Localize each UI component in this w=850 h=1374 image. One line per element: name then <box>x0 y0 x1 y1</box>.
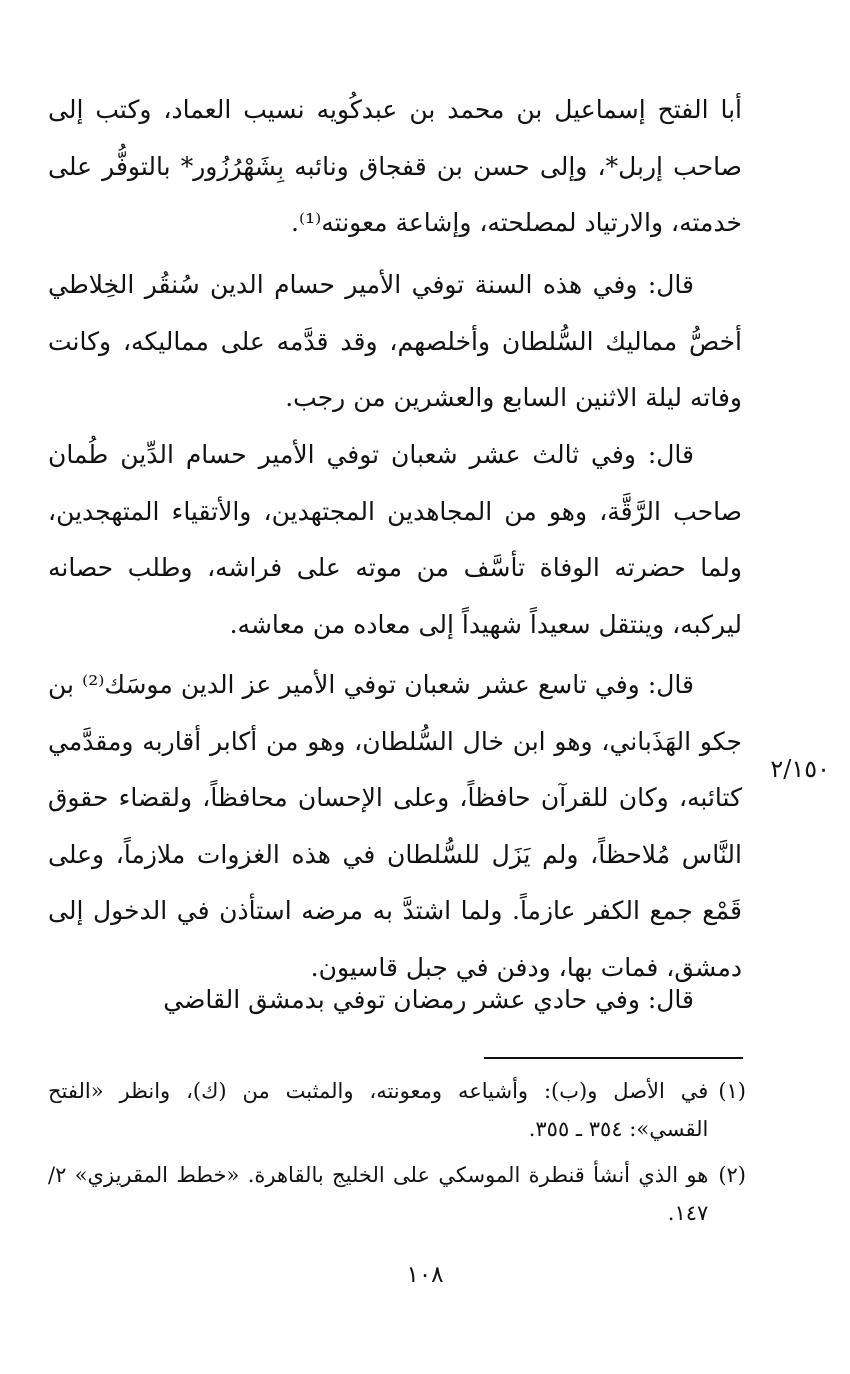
paragraph-2 <box>48 257 742 427</box>
paragraph-3 <box>48 427 742 653</box>
footnote-text: في الأصل و(ب): وأشياعه ومعونته، والمثبت من (ك)، وانظر «الفتح القسي»: ٣٥٤ ـ ٣٥٥. <box>48 1079 709 1141</box>
paragraph-text: أبا الفتح إسماعيل بن محمد بن عبدكُويه نسيب العماد، وكتب إلى صاحب إربل*، وإلى حسن بن قفجاق ونائبه بِشَهْرُزُور* بالتوفُّر على خدمته، والارتياد لمصلحته، وإشاعة معونته⁽¹⁾. <box>48 95 742 237</box>
margin-page-reference: ٢/١٥٠ <box>770 755 830 783</box>
paragraph-text: قال: وفي تاسع عشر شعبان توفي الأمير عز الدين موسَك⁽²⁾ بن جكو الهَذَباني، وهو ابن خال السُّلطان، وهو من أكابر أقاربه ومقدَّمي كتائبه، وكان للقرآن حافظاً، وعلى الإحسان محافظاً، ولقضاء حقوق النَّاس مُلاحظاً، ولم يَزَل للسُّلطان في هذه الغزوات ملازماً، وعلى قَمْع جمع الكفر عازماً. ولما اشتدَّ به مرضه استأذن في الدخول إلى دمشق، فمات بها، ودفن في جبل قاسيون. <box>48 670 742 982</box>
paragraph-text: قال: وفي حادي عشر رمضان توفي بدمشق القاضي <box>163 985 694 1014</box>
footnote-number: (١) <box>718 1079 746 1103</box>
footnote-divider <box>484 1057 743 1059</box>
footnote-number: (٢) <box>718 1163 746 1187</box>
paragraph-text: قال: وفي هذه السنة توفي الأمير حسام الدين سُنقُر الخِلاطي أخصُّ مماليك السُّلطان وأخلصهم، وقد قدَّمه على مماليكه، وكانت وفاته ليلة الاثنين السابع والعشرين من رجب. <box>48 270 742 412</box>
footnote-text: هو الذي أنشأ قنطرة الموسكي على الخليج بالقاهرة. «خطط المقريزي» ٢/ ١٤٧. <box>48 1163 709 1225</box>
footnote-1 <box>48 1072 746 1148</box>
page-number: ١٠٨ <box>406 1262 444 1288</box>
paragraph-text: قال: وفي ثالث عشر شعبان توفي الأمير حسام الدِّين طُمان صاحب الرَّقَّة، وهو من المجاهدين المجتهدين، والأتقياء المتهجدين، ولما حضرته الوفاة تأسَّف من موته على فراشه، وطلب حصانه ليركبه، وينتقل سعيداً شهيداً إلى معاده من معاشه. <box>48 440 742 639</box>
paragraph-5 <box>48 972 742 1029</box>
paragraph-1 <box>48 82 742 252</box>
paragraph-4 <box>48 657 742 996</box>
footnote-2 <box>48 1156 746 1232</box>
footnotes <box>48 1072 746 1240</box>
